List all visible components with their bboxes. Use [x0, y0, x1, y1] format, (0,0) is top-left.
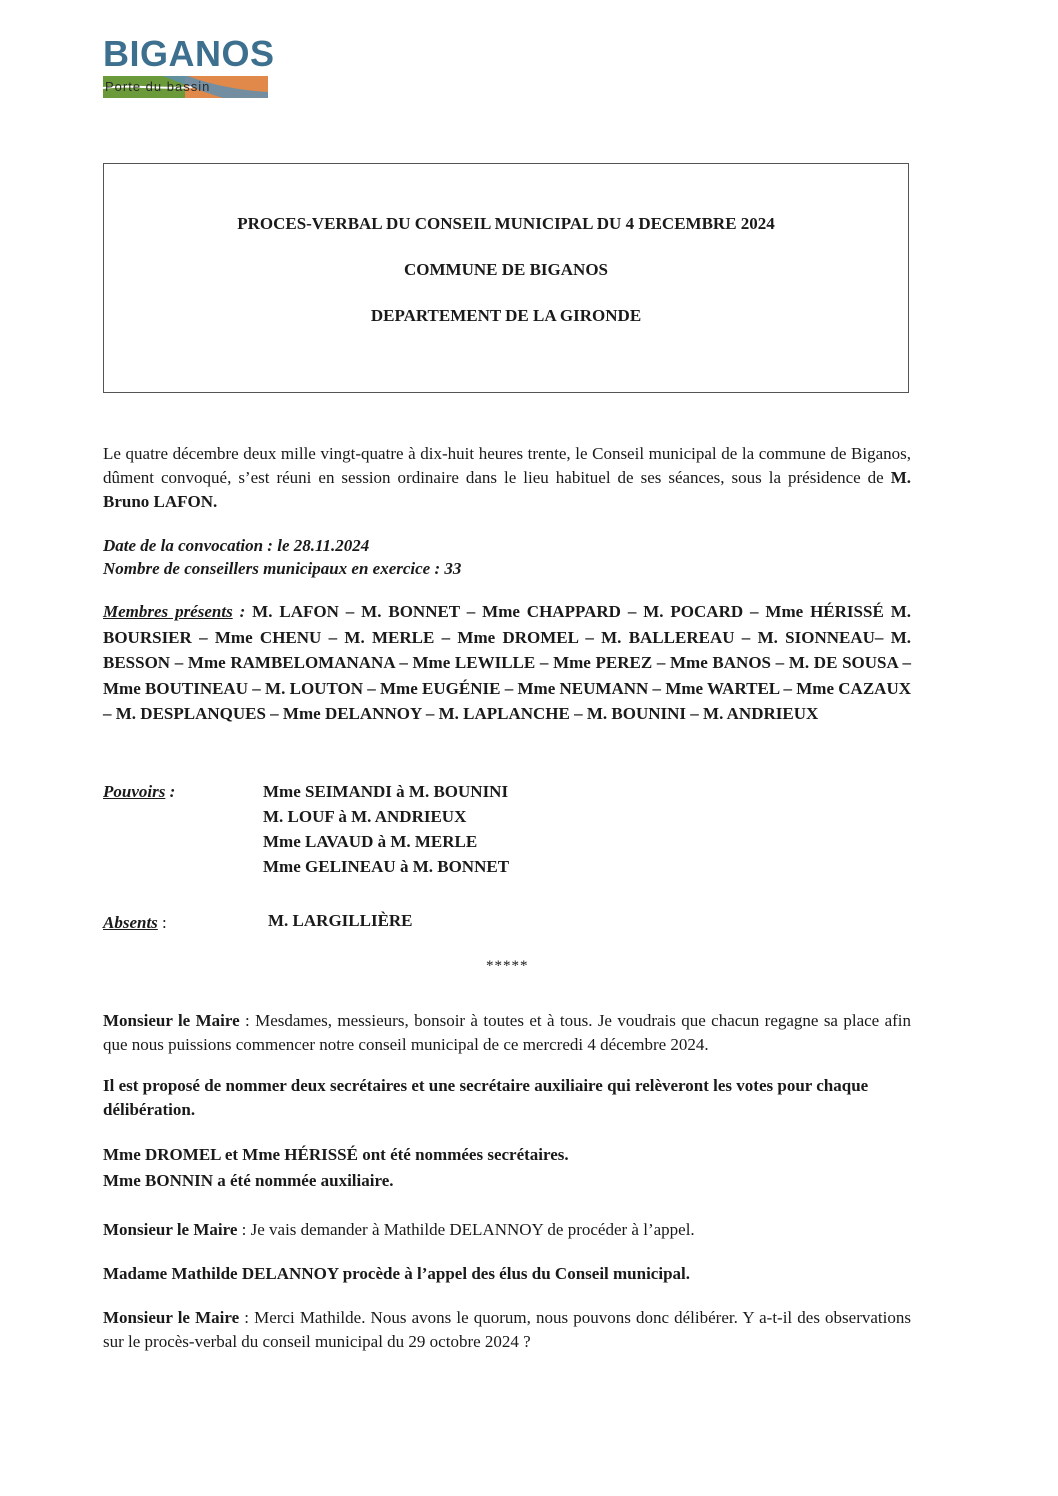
proxies-label-row	[103, 782, 175, 802]
members-present-label: Membres présents	[103, 602, 233, 621]
logo-tagline: Porte du bassin	[105, 79, 211, 94]
speech-text: : Mesdames, messieurs, bonsoir à toutes et à tous. Je voudrais que chacun regagne sa place afin que nous puissions commencer notre conseil municipal de ce mercredi 4 décembre 2024.	[103, 1011, 912, 1054]
speech-text: : Je vais demander à Mathilde DELANNOY de procéder à l’appel.	[237, 1220, 695, 1239]
section-separator: *****	[486, 958, 529, 974]
mayor-rollcall-request	[103, 1218, 911, 1242]
secretaries-named: Mme DROMEL et Mme HÉRISSÉ ont été nommées secrétaires.	[103, 1145, 569, 1164]
secretaries-proposal: Il est proposé de nommer deux secrétaires et une secrétaire auxiliaire qui relèveront les votes pour chaque délibération.	[103, 1076, 869, 1119]
intro-text: Le quatre décembre deux mille vingt-quatre à dix-huit heures trente, le Conseil municipal de la commune de Biganos, dûment convoqué, s’est réuni en session ordinaire dans le lieu habituel de ses séances, sous la présidence de	[103, 444, 911, 487]
members-present-section	[103, 599, 911, 727]
proxies-label: Pouvoirs	[103, 782, 166, 801]
speech-text: : Merci Mathilde. Nous avons le quorum, nous pouvons donc délibérer. Y a-t-il des observations sur le procès-verbal du conseil municipal du 29 octobre 2024 ?	[103, 1308, 911, 1351]
absents-sep: :	[157, 913, 167, 932]
proxy-item: Mme LAVAUD à M. MERLE	[263, 832, 478, 851]
absents-label: Absents	[103, 913, 158, 932]
commune-name: COMMUNE DE BIGANOS	[403, 260, 608, 279]
logo-wordmark: BIGANOS	[103, 33, 275, 74]
proxy-item: M. LOUF à M. ANDRIEUX	[263, 807, 467, 826]
logo-band	[103, 76, 268, 98]
convocation-date: Date de la convocation : le 28.11.2024	[103, 536, 370, 555]
title-box	[103, 163, 909, 393]
councillor-count: Nombre de conseillers municipaux en exercice : 33	[103, 559, 462, 578]
absent-name: M. LARGILLIÈRE	[268, 911, 413, 930]
members-present-sep: :	[232, 602, 253, 621]
document-title: PROCES-VERBAL DU CONSEIL MUNICIPAL DU 4 DECEMBRE 2024	[237, 214, 775, 233]
auxiliary-named: Mme BONNIN a été nommée auxiliaire.	[103, 1171, 394, 1190]
proxy-item: Mme SEIMANDI à M. BOUNINI	[263, 782, 509, 801]
absents-label-row	[103, 913, 167, 933]
biganos-logo	[103, 33, 275, 102]
speaker-label: Monsieur le Maire	[103, 1308, 240, 1327]
intro-paragraph	[103, 442, 911, 514]
proxies-sep: :	[165, 782, 176, 801]
speaker-label: Monsieur le Maire	[103, 1220, 238, 1239]
department-name: DEPARTEMENT DE LA GIRONDE	[370, 306, 642, 325]
president-name: M. Bruno LAFON.	[103, 468, 911, 511]
mayor-quorum-paragraph	[103, 1306, 911, 1354]
rollcall-statement: Madame Mathilde DELANNOY procède à l’appel des élus du Conseil municipal.	[103, 1264, 691, 1283]
mayor-opening-paragraph	[103, 1009, 911, 1057]
proxy-item: Mme GELINEAU à M. BONNET	[263, 857, 510, 876]
speaker-label: Monsieur le Maire	[103, 1011, 240, 1030]
members-present-list: M. LAFON – M. BONNET – Mme CHAPPARD – M. POCARD – Mme HÉRISSÉ M. BOURSIER – Mme CHENU – M. MERLE – Mme DROMEL – M. BALLEREAU – M. SIONNEAU– M. BESSON – Mme RAMBELOMANANA – Mme LEWILLE – Mme PEREZ – Mme BANOS – M. DE SOUSA – Mme BOUTINEAU – M. LOUTON – Mme EUGÉNIE – Mme NEUMANN – Mme WARTEL – Mme CAZAUX – M. DESPLANQUES – Mme DELANNOY – M. LAPLANCHE – M. BOUNINI – M. ANDRIEUX	[103, 602, 911, 723]
